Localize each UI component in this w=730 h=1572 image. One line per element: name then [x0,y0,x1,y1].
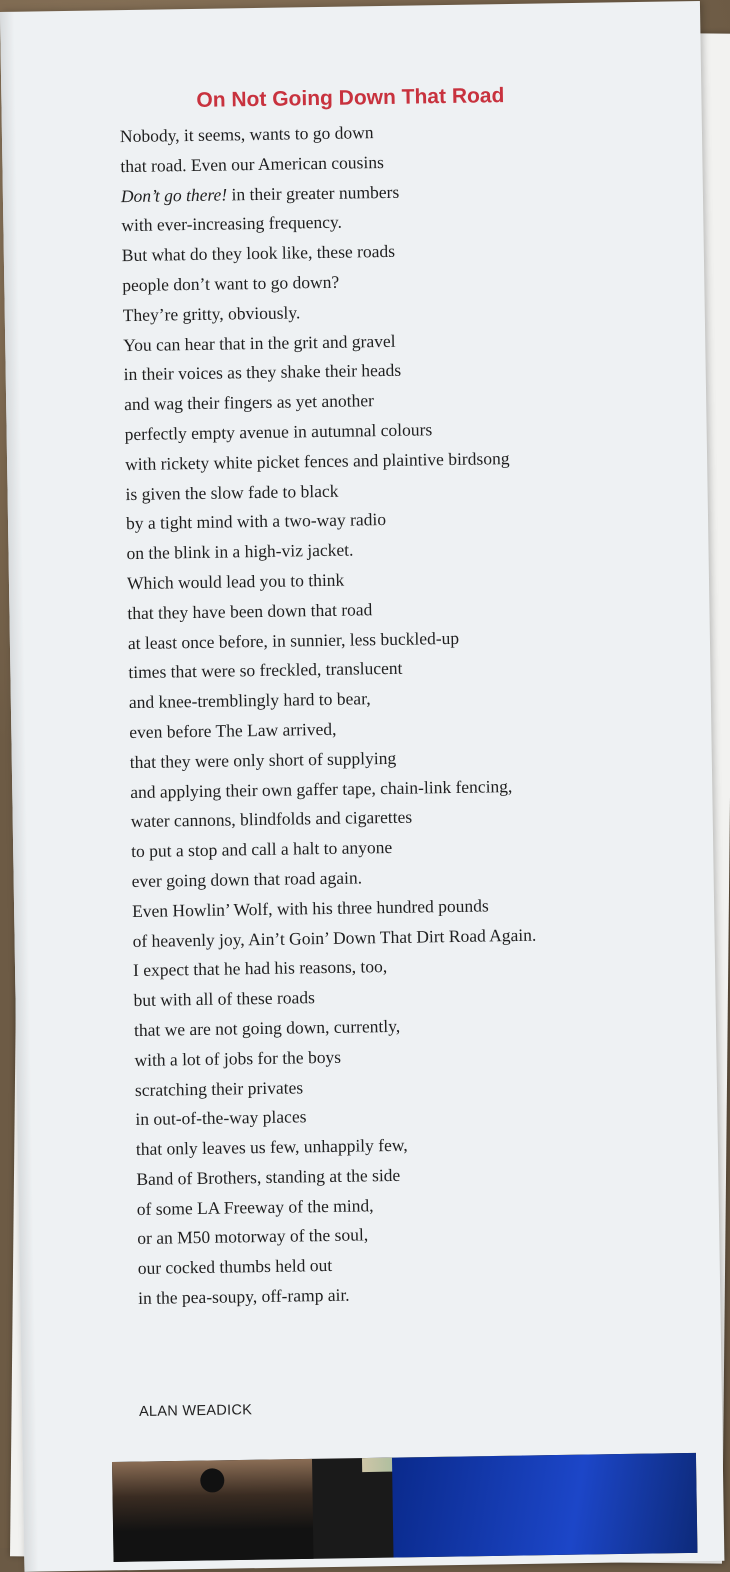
poem-line: But what do they look like, these roads [121,241,396,266]
poem-line: in out-of-the-way places [135,1106,307,1130]
poem-line: but with all of these roads [133,987,315,1011]
poem-line: by a tight mind with a two-way radio [125,509,387,534]
poem-line: or an M50 motorway of the soul, [137,1224,369,1249]
poem-line: Which would lead you to think [126,569,345,594]
poem-line: Even Howlin’ Wolf, with his three hundred pounds [131,895,489,921]
poem-line: ever going down that road again. [131,867,363,891]
poem-line: of heavenly joy, Ain’t Goin’ Down That Dirt Road Again. [132,924,537,951]
poem-line: that we are not going down, currently, [133,1015,401,1040]
poem-line: in the pea-soupy, off-ramp air. [138,1284,350,1309]
poem-line: times that were so freckled, translucent [128,658,403,683]
poem-line: and knee-tremblingly hard to bear, [128,688,371,713]
poem-line: our cocked thumbs held out [137,1255,333,1279]
poem-line: that only leaves us few, unhappily few, [135,1134,408,1160]
poem-line: to put a stop and call a halt to anyone [131,837,393,862]
poem-line: You can hear that in the grit and gravel [123,330,396,355]
poem-line: is given the slow fade to black [125,480,339,504]
poem-title: On Not Going Down That Road [196,84,505,112]
poem-line: with rickety white picket fences and plaintive birdsong [124,447,510,474]
poem-line: They’re gritty, obviously. [122,302,301,325]
poem-line: and wag their fingers as yet another [124,390,375,415]
poem-line: perfectly empty avenue in autumnal colours [124,419,433,445]
poem-line: that road. Even our American cousins [120,151,384,176]
poem-author: ALAN WEADICK [138,1402,253,1420]
poem-line: and applying their own gaffer tape, chain-link fencing, [130,775,513,802]
poem-line: even before The Law arrived, [129,718,337,742]
poem-line: on the blink in a high-viz jacket. [126,539,354,564]
poem-line: of some LA Freeway of the mind, [136,1194,374,1219]
photo-blue-region [392,1453,698,1558]
poem-line-rest: in their greater numbers [231,181,400,204]
italic-phrase: Don’t go there! [120,184,228,206]
poem-line: at least once before, in sunnier, less buckled-up [127,627,460,653]
magazine-page [0,1,724,1572]
poem-line: in their voices as they shake their heads [123,360,402,385]
poem-line: that they have been down that road [127,598,373,623]
poem-line: with a lot of jobs for the boys [134,1046,342,1070]
poem-line: that they were only short of supplying [129,747,397,772]
poem-line: Nobody, it seems, wants to go down [119,122,374,147]
poem-body [120,116,542,1314]
poem-line: with ever-increasing frequency. [121,212,343,236]
poem-line: scratching their privates [134,1076,304,1100]
poem-line: I expect that he had his reasons, too, [132,956,388,981]
poem-line: Band of Brothers, standing at the side [136,1164,401,1189]
next-page-photo [112,1453,697,1562]
poem-line: people don’t want to go down? [122,271,340,296]
poem-line: water cannons, blindfolds and cigarettes [130,806,413,832]
